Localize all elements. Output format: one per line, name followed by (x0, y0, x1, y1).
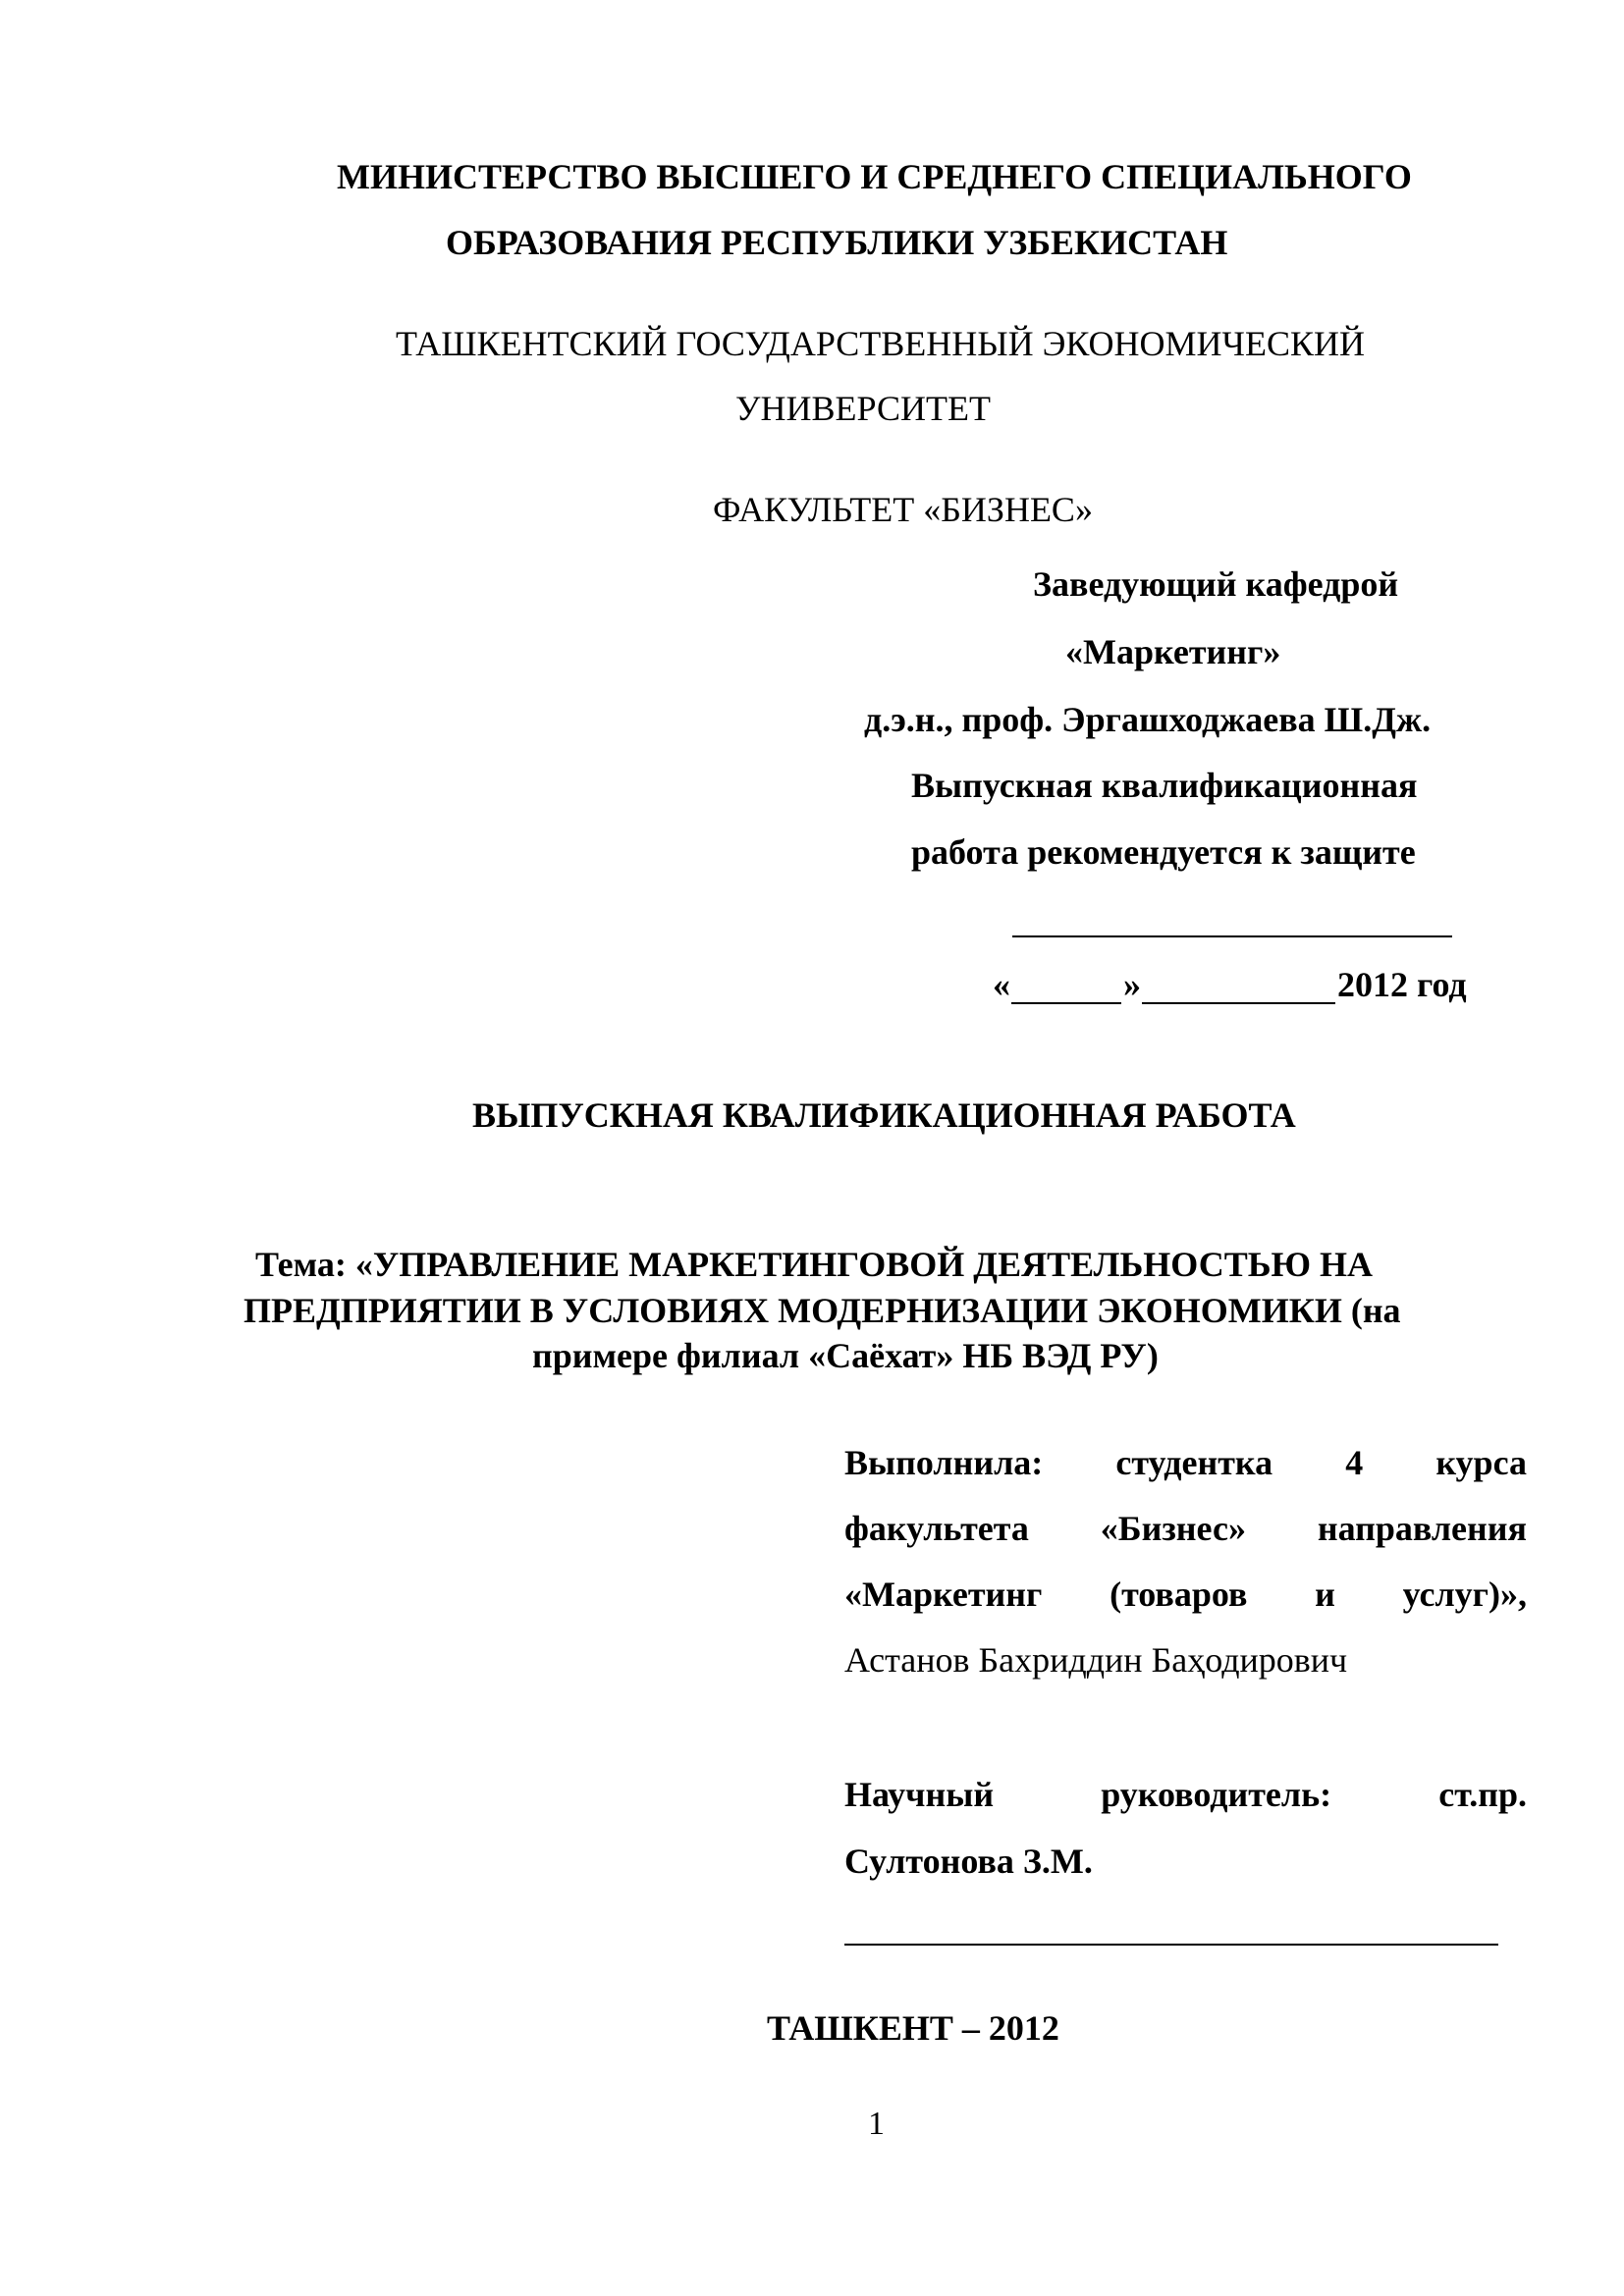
supervisor-name: Султонова З.М. (844, 1842, 1093, 1881)
author-line-1: Выполнила: студентка 4 курса (844, 1443, 1527, 1482)
university-line-2: УНИВЕРСИТЕТ (735, 389, 991, 428)
date-month-blank (1142, 1002, 1335, 1004)
date-open-quote: « (993, 965, 1010, 1004)
author-line-2: факультета «Бизнес» направления (844, 1509, 1527, 1548)
approval-head-of-department: Заведующий кафедрой (1033, 564, 1399, 604)
author-line-3: «Маркетинг (товаров и услуг)», (844, 1575, 1527, 1614)
author-name: Астанов Бахриддин Баҳодирович (844, 1640, 1348, 1680)
ministry-line-2: ОБРАЗОВАНИЯ РЕСПУБЛИКИ УЗБЕКИСТАН (446, 223, 1228, 262)
date-year: 2012 год (1337, 965, 1467, 1004)
topic-line-3: примере филиал «Саёхат» НБ ВЭД РУ) (532, 1336, 1159, 1375)
supervisor-signature-line (844, 1944, 1498, 1946)
ministry-line-1: МИНИСТЕРСТВО ВЫСШЕГО И СРЕДНЕГО СПЕЦИАЛЬНОГО (337, 157, 1412, 196)
topic-line-1: Тема: «УПРАВЛЕНИЕ МАРКЕТИНГОВОЙ ДЕЯТЕЛЬНОСТЬЮ НА (255, 1245, 1374, 1284)
university-line-1: ТАШКЕНТСКИЙ ГОСУДАРСТВЕННЫЙ ЭКОНОМИЧЕСКИЙ (396, 324, 1365, 363)
signature-line (1012, 935, 1452, 937)
work-type-title: ВЫПУСКНАЯ КВАЛИФИКАЦИОННАЯ РАБОТА (472, 1095, 1296, 1135)
faculty-line: ФАКУЛЬТЕТ «БИЗНЕС» (713, 490, 1093, 529)
approval-department-name: «Маркетинг» (1065, 632, 1281, 671)
date-close-quote: » (1123, 965, 1141, 1004)
date-day-blank (1011, 1002, 1121, 1004)
approval-recommendation-line-2: работа рекомендуется к защите (911, 832, 1416, 872)
supervisor-line-1: Научный руководитель: ст.пр. (844, 1775, 1527, 1814)
approval-recommendation-line-1: Выпускная квалификационная (911, 766, 1418, 805)
topic-line-2: ПРЕДПРИЯТИИ В УСЛОВИЯХ МОДЕРНИЗАЦИИ ЭКОНОМИКИ (на (244, 1291, 1401, 1330)
city-year: ТАШКЕНТ – 2012 (767, 2008, 1059, 2048)
page-number: 1 (868, 2106, 885, 2142)
approval-head-name: д.э.н., проф. Эргашходжаева Ш.Дж. (864, 700, 1432, 739)
